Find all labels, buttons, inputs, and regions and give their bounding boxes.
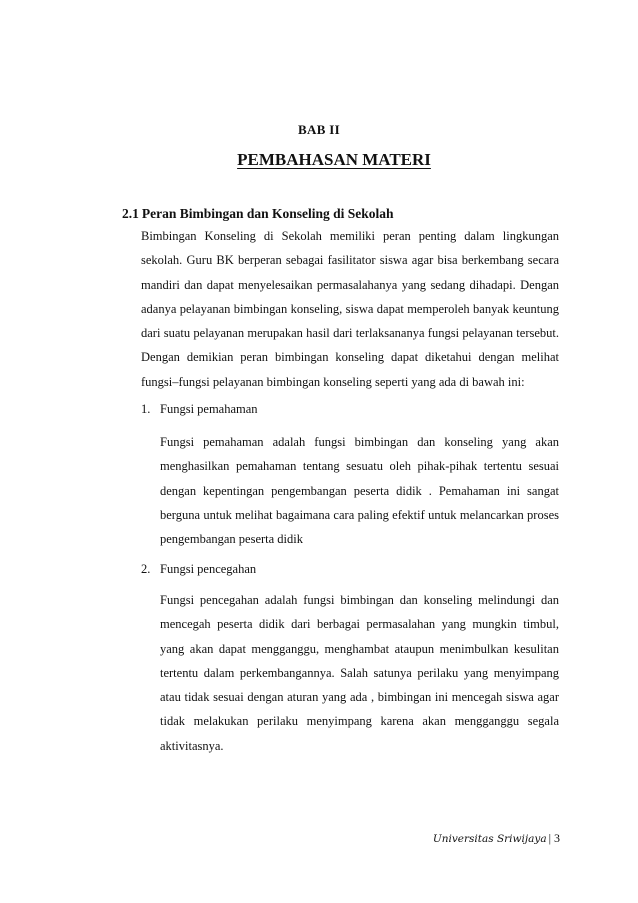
list-item-heading <box>141 562 256 577</box>
footer-university: Universitas Sriwijaya <box>432 833 547 845</box>
page-number: 3 <box>554 831 560 845</box>
list-item-number: 2. <box>141 562 151 576</box>
chapter-title: PEMBAHASAN MATERI <box>237 150 431 169</box>
list-item-heading <box>141 402 258 417</box>
section-intro-paragraph: Bimbingan Konseling di Sekolah memiliki peran penting dalam lingkungan sekolah. Guru BK berperan sebagai fasilitator siswa agar bisa berkembang secara mandiri dan dapat menyelesaikan permasalahanya yang sedang dihadapi. Dengan adanya pelayanan bimbingan konseling, siswa dapat memperoleh banyak keuntung dari suatu pelayanan merupakan hasil dari terlaksananya fungsi pelayanan tersebut. Dengan demikian peran bimbingan konseling dapat diketahui dengan melihat fungsi–fungsi pelayanan bimbingan konseling seperti yang ada di bawah ini: <box>141 229 559 389</box>
list-item-paragraph: Fungsi pemahaman adalah fungsi bimbingan dan konseling yang akan menghasilkan pemahaman tentang sesuatu oleh pihak-pihak tertentu sesuai dengan kepentingan pengembangan peserta didik . Pemahaman ini sangat berguna untuk melihat bagaimana cara paling efektif untuk melancarkan proses pengembangan peserta didik <box>160 435 559 547</box>
chapter-label: BAB II <box>298 122 340 137</box>
list-item-title: Fungsi pemahaman <box>160 402 258 416</box>
list-item-number: 1. <box>141 402 151 416</box>
section-heading <box>122 206 394 222</box>
footer-separator: | <box>548 831 551 845</box>
section-title: Peran Bimbingan dan Konseling di Sekolah <box>141 206 394 221</box>
list-item-title: Fungsi pencegahan <box>160 562 257 576</box>
list-item-paragraph: Fungsi pencegahan adalah fungsi bimbingan dan konseling melindungi dan mencegah peserta didik dari berbagai permasalahan yang mungkin timbul, yang akan dapat mengganggu, menghambat ataupun menimbulkan kesulitan tertentu dalam perkembangannya. Salah satunya perilaku yang menyimpang atau tidak sesuai dengan aturan yang ada , bimbingan ini mencegah siswa agar tidak melakukan perilaku menyimpang karena akan mengganggu segala aktivitasnya. <box>160 593 559 753</box>
section-number: 2.1 <box>122 206 139 221</box>
page-footer <box>433 831 560 846</box>
